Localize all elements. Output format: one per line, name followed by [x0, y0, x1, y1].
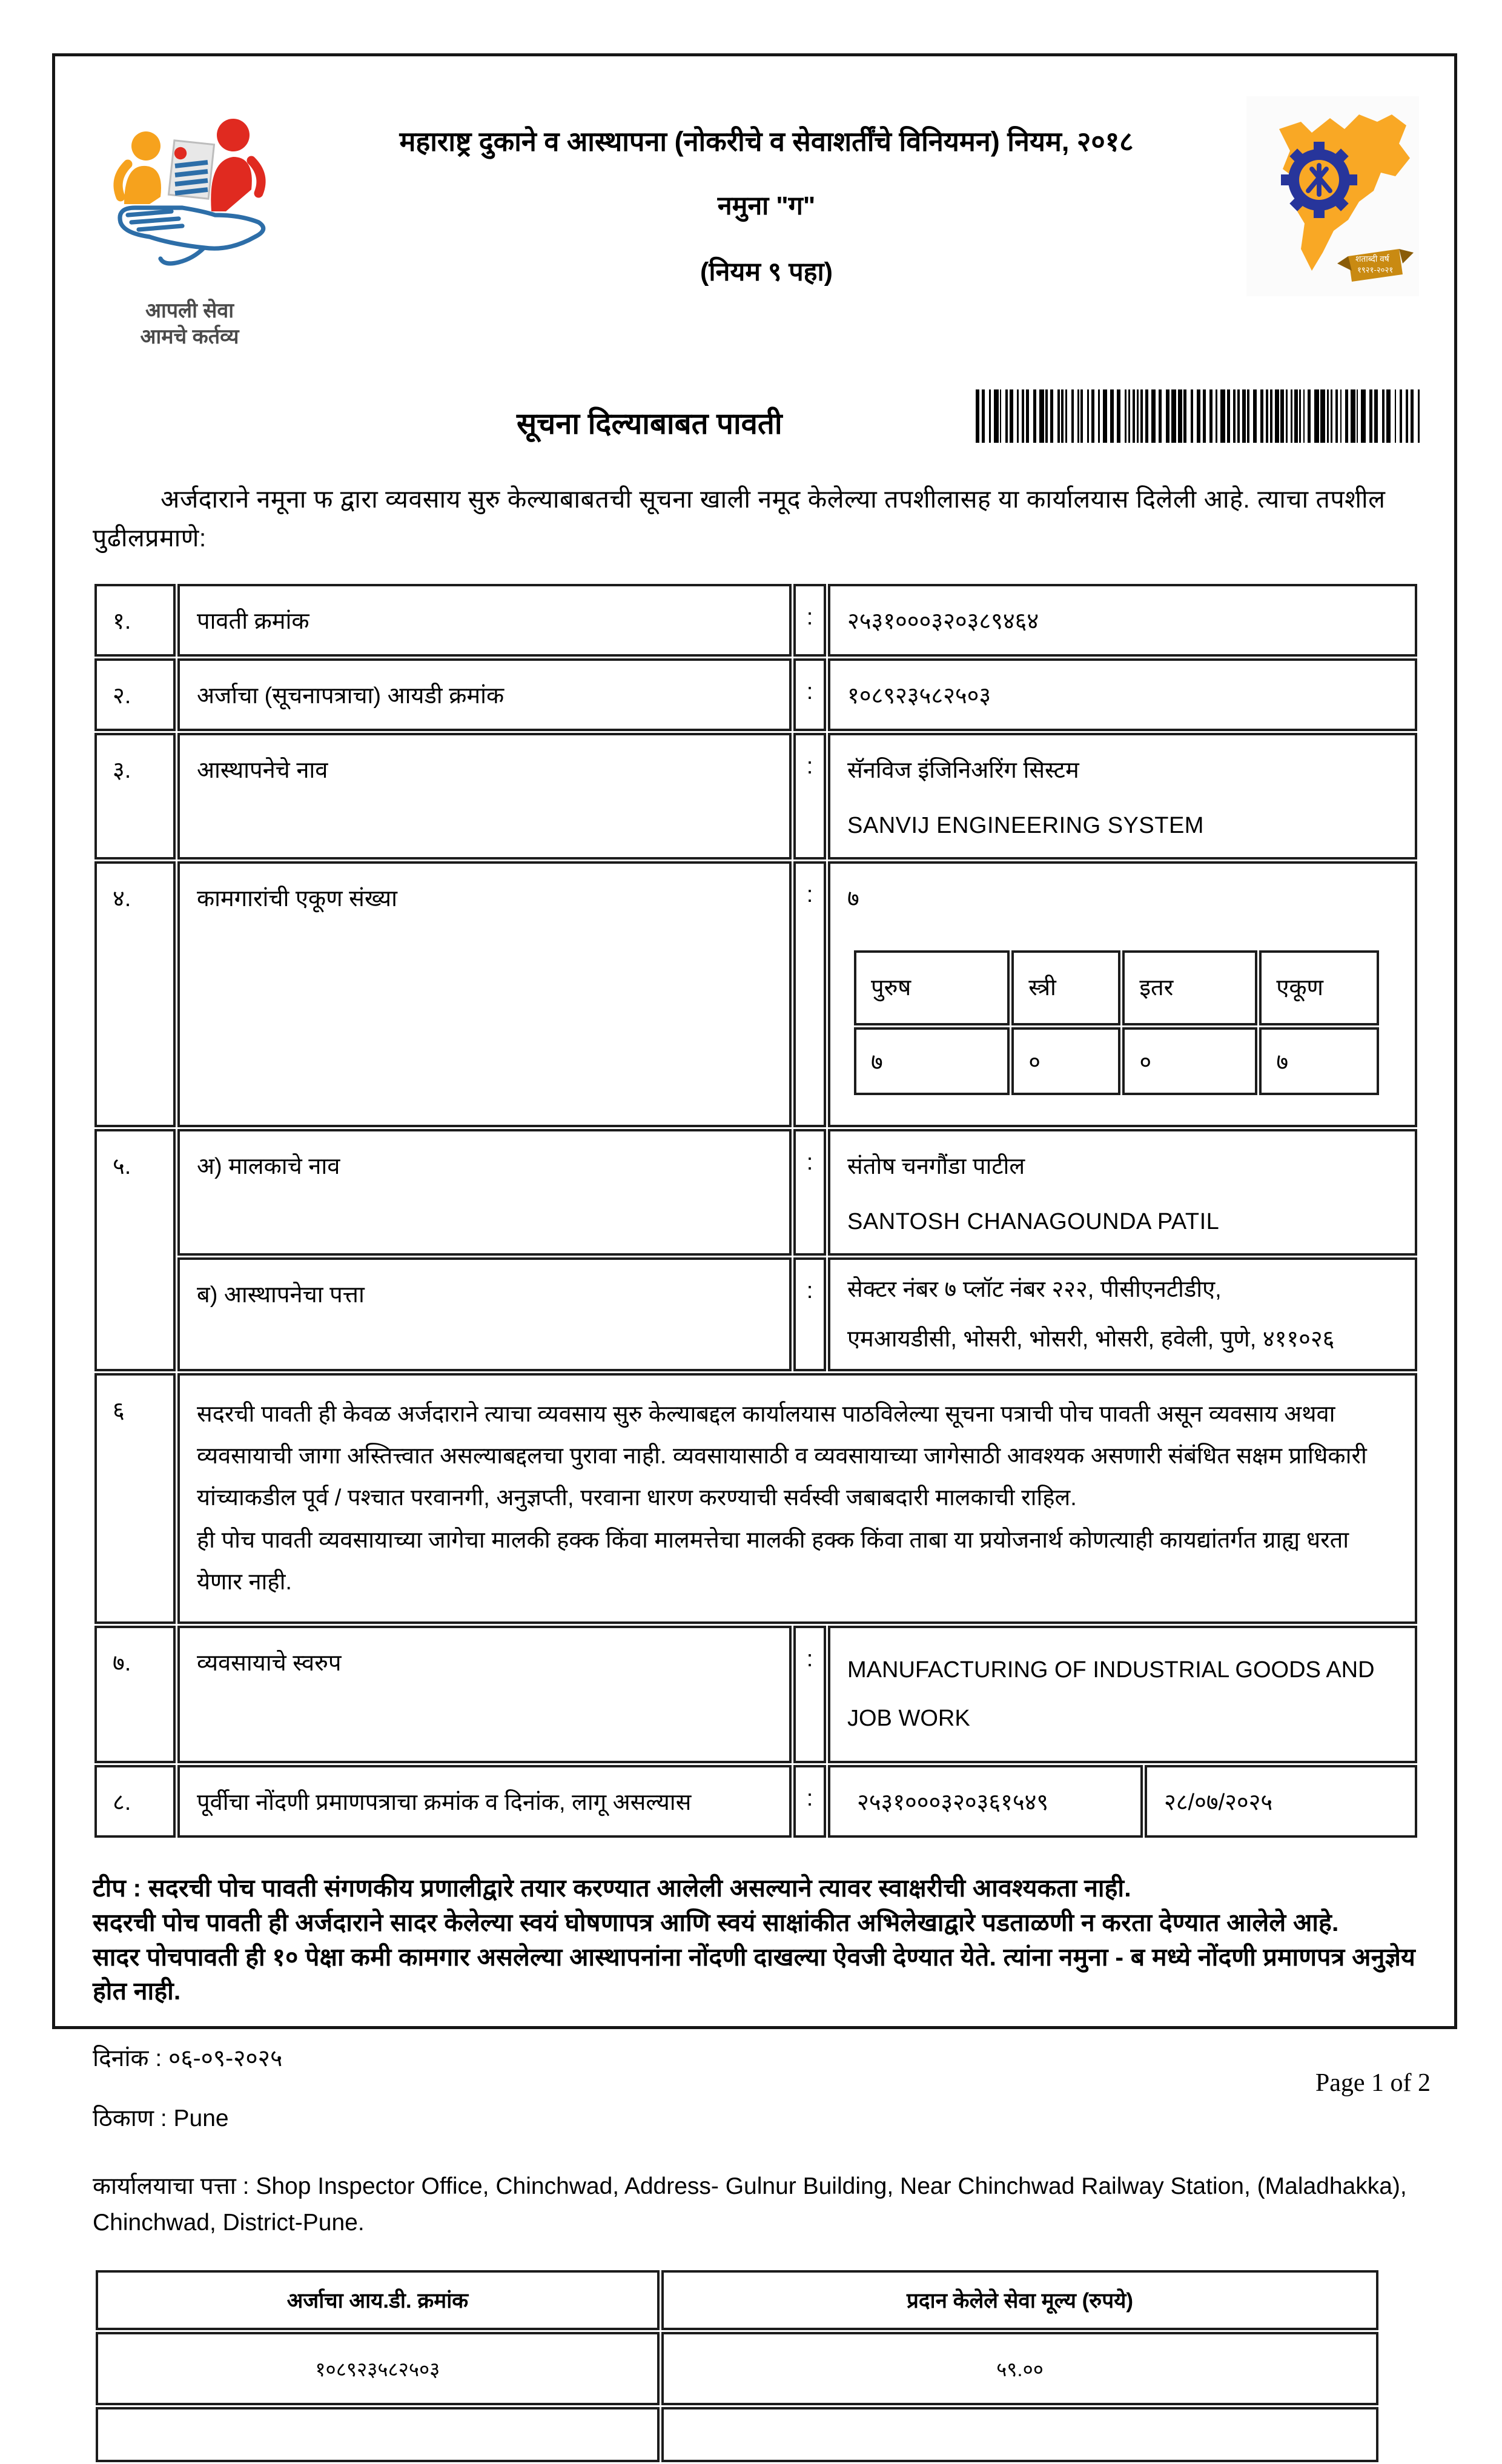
meta-block	[93, 2041, 1419, 2133]
owner-name-marathi: संतोष चनगौंडा पाटील	[847, 1154, 1025, 1180]
date-value: ०६-०९-२०२५	[168, 2045, 283, 2072]
office-address-row	[93, 2168, 1419, 2242]
fee-header-service-value: प्रदान केलेले सेवा मूल्य (रुपये)	[661, 2270, 1379, 2330]
workers-value-row: ७ ० ० ७	[854, 1027, 1379, 1095]
place-label: ठिकाण :	[93, 2105, 167, 2131]
table-row-establishment-address: ब) आस्थापनेचा पत्ता : सेक्टर नंबर ७ प्लॉट नंबर २२२, पीसीएनटीडीए, एमआयडीसी, भोसरी, भोसरी, भोसरी, हवेली, पुणे, ४११०२६	[94, 1257, 1417, 1371]
note-line-2: सदरची पोच पावती ही अर्जदाराने सादर केलेल्या स्वयं घोषणापत्र आणि स्वयं साक्षांकीत अभिलेखाद्वारे पडताळणी न करता देण्यात आलेले आहे.	[93, 1909, 1339, 1937]
workers-breakup-table	[852, 949, 1381, 1097]
place-value: Pune	[173, 2105, 229, 2131]
office-address-value: Shop Inspector Office, Chinchwad, Address- Gulnur Building, Near Chinchwad Railway Station, (Maladhakka), Chinchwad, District-Pune.	[93, 2173, 1407, 2236]
banner-text-1: शताब्दी वर्ष	[1355, 254, 1389, 263]
fee-table-value-row	[96, 2332, 1378, 2405]
office-address-label: कार्यालयाचा पत्ता :	[93, 2173, 250, 2199]
table-row-establishment-name: ३. आस्थापनेचे नाव : सॅनविज इंजिनिअरिंग सिस्टम SANVIJ ENGINEERING SYSTEM	[94, 733, 1417, 859]
form-titles	[286, 85, 1246, 288]
fee-table	[94, 2268, 1380, 2464]
table-row-previous-registration: ८. पूर्वीचा नोंदणी प्रमाणपत्राचा क्रमांक व दिनांक, लागू असल्यास : २५३१०००३२०३६१५४९ २८/०७/२०२५	[94, 1765, 1417, 1838]
rule-reference: (नियम ९ पहा)	[700, 257, 833, 286]
logo-tagline-line2: आमचे कर्तव्य	[140, 325, 239, 348]
note-line-1: टीप : सदरची पोच पावती संगणकीय प्रणालीद्वारे तयार करण्यात आलेली असल्याने त्यावर स्वाक्षरीची आवश्यकता नाही.	[93, 1874, 1131, 1903]
place-row	[93, 2101, 1419, 2133]
barcode	[976, 389, 1424, 443]
establishment-name-english: SANVIJ ENGINEERING SYSTEM	[847, 813, 1204, 839]
fee-table-header-row	[96, 2270, 1378, 2330]
banner-text-2: १९२१-२०२१	[1357, 265, 1394, 274]
aaple-sarkar-logo	[93, 85, 286, 349]
notes-block	[93, 1871, 1419, 2008]
disclaimer-paragraph-1: सदरची पावती ही केवळ अर्जदाराने त्याचा व्यवसाय सुरु केल्याबद्दल कार्यालयास पाठविलेल्या सूचना पत्राची पोच पावती असून व्यवसाय अथवा व्यवसायाची जागा अस्तित्त्वात असल्याबद्दलचा पुरावा नाही. व्यवसायासाठी व व्यवसायाच्या जागेसाठी आवश्यक असणारी संबंधित सक्षम प्राधिकारी यांच्याकडील पूर्व / पश्चात परवानगी, अनुज्ञप्ती, परवाना धारण करण्याची सर्वस्वी जबाबदारी मालकाची राहिल.	[197, 1402, 1367, 1511]
fee-table-empty-row	[96, 2407, 1378, 2462]
receipt-title-row	[93, 385, 1419, 443]
workers-header-row: पुरुष स्त्री इतर एकूण	[854, 950, 1379, 1025]
address-line-2: एमआयडीसी, भोसरी, भोसरी, भोसरी, हवेली, पुणे, ४११०२६	[847, 1326, 1335, 1353]
table-row-total-workers: ४. कामगारांची एकूण संख्या : ७ पुरुष स्त्री इतर एकूण ७ ० ० ७	[94, 861, 1417, 1127]
intro-paragraph: अर्जदाराने नमूना फ द्वारा व्यवसाय सुरु केल्याबाबतची सूचना खाली नमूद केलेल्या तपशीलासह या कार्यालयास दिलेली आहे. त्याचा तपशील पुढीलप्रमाणे:	[93, 485, 1386, 552]
table-row-receipt-number: १. पावती क्रमांक : २५३१०००३२०३८९४६४	[94, 584, 1417, 657]
date-row	[93, 2041, 1419, 2073]
maharashtra-map-icon	[1246, 96, 1419, 296]
table-row-business-nature: ७. व्यवसायाचे स्वरुप : MANUFACTURING OF INDUSTRIAL GOODS AND JOB WORK	[94, 1626, 1417, 1764]
act-title: महाराष्ट्र दुकाने व आस्थापना (नोकरीचे व सेवाशर्तींचे विनियमन) नियम, २०१८	[399, 126, 1134, 157]
table-row-application-id: २. अर्जाचा (सूचनापत्राचा) आयडी क्रमांक : १०८९२३५८२५०३	[94, 658, 1417, 731]
total-workers-value: ७	[847, 886, 859, 912]
address-line-1: सेक्टर नंबर ७ प्लॉट नंबर २२२, पीसीएनटीडीए,	[847, 1277, 1222, 1303]
logo-tagline-line1: आपली सेवा	[145, 299, 234, 322]
business-nature-value: MANUFACTURING OF INDUSTRIAL GOODS AND JOB WORK	[828, 1626, 1417, 1764]
owner-name-english: SANTOSH CHANAGOUNDA PATIL	[847, 1209, 1220, 1235]
receipt-title: सूचना दिल्याबाबत पावती	[517, 408, 782, 440]
page-number: Page 1 of 2	[1315, 2069, 1431, 2097]
labour-dept-logo	[1246, 85, 1419, 299]
fee-header-application-id: अर्जाचा आय.डी. क्रमांक	[96, 2270, 660, 2330]
note-line-3: सादर पोचपावती ही १० पेक्षा कमी कामगार असलेल्या आस्थापनांना नोंदणी दाखल्या ऐवजी देण्यात येते. त्यांना नमुना - ब मध्ये नोंदणी प्रमाणपत्र अनुज्ञेय होत नाही.	[93, 1942, 1416, 2005]
header	[93, 85, 1419, 349]
details-table	[93, 582, 1419, 1840]
service-hands-people-icon	[99, 110, 280, 291]
fee-service-value: ५९.००	[661, 2332, 1379, 2405]
previous-registration-number: २५३१०००३२०३६१५४९	[828, 1765, 1143, 1838]
establishment-name-marathi: सॅनविज इंजिनिअरिंग सिस्टम	[847, 758, 1079, 784]
previous-registration-date: २८/०७/२०२५	[1145, 1765, 1417, 1838]
disclaimer-paragraph-2: ही पोच पावती व्यवसायाच्या जागेचा मालकी हक्क किंवा मालमत्तेचा मालकी हक्क किंवा ताबा या प्रयोजनार्थ कोणत्याही कायद्यांतर्गत ग्राह्य धरता येणार नाही.	[197, 1527, 1349, 1595]
fee-application-id: १०८९२३५८२५०३	[96, 2332, 660, 2405]
form-name: नमुना "ग"	[717, 191, 816, 220]
table-row-owner-name: ५. अ) मालकाचे नाव : संतोष चनगौंडा पाटील SANTOSH CHANAGOUNDA PATIL	[94, 1129, 1417, 1256]
date-label: दिनांक :	[93, 2045, 162, 2072]
table-row-disclaimer: ६ सदरची पावती ही केवळ अर्जदाराने त्याचा व्यवसाय सुरु केल्याबद्दल कार्यालयास पाठविलेल्या सूचना पत्राची पोच पावती असून व्यवसाय अथवा व्यवसायाची जागा अस्तित्त्वात असल्याबद्दलचा पुरावा नाही. व्यवसायासाठी व व्यवसायाच्या जागेसाठी आवश्यक असणारी संबंधित सक्षम प्राधिकारी यांच्याकडील पूर्व / पश्चात परवानगी, अनुज्ञप्ती, परवाना धारण करण्याची सर्वस्वी जबाबदारी मालकाची राहिल. ही पोच पावती व्यवसायाच्या जागेचा मालकी हक्क किंवा मालमत्तेचा मालकी हक्क किंवा ताबा या प्रयोजनार्थ कोणत्याही कायद्यांतर्गत ग्राह्य धरता येणार नाही.	[94, 1373, 1417, 1624]
